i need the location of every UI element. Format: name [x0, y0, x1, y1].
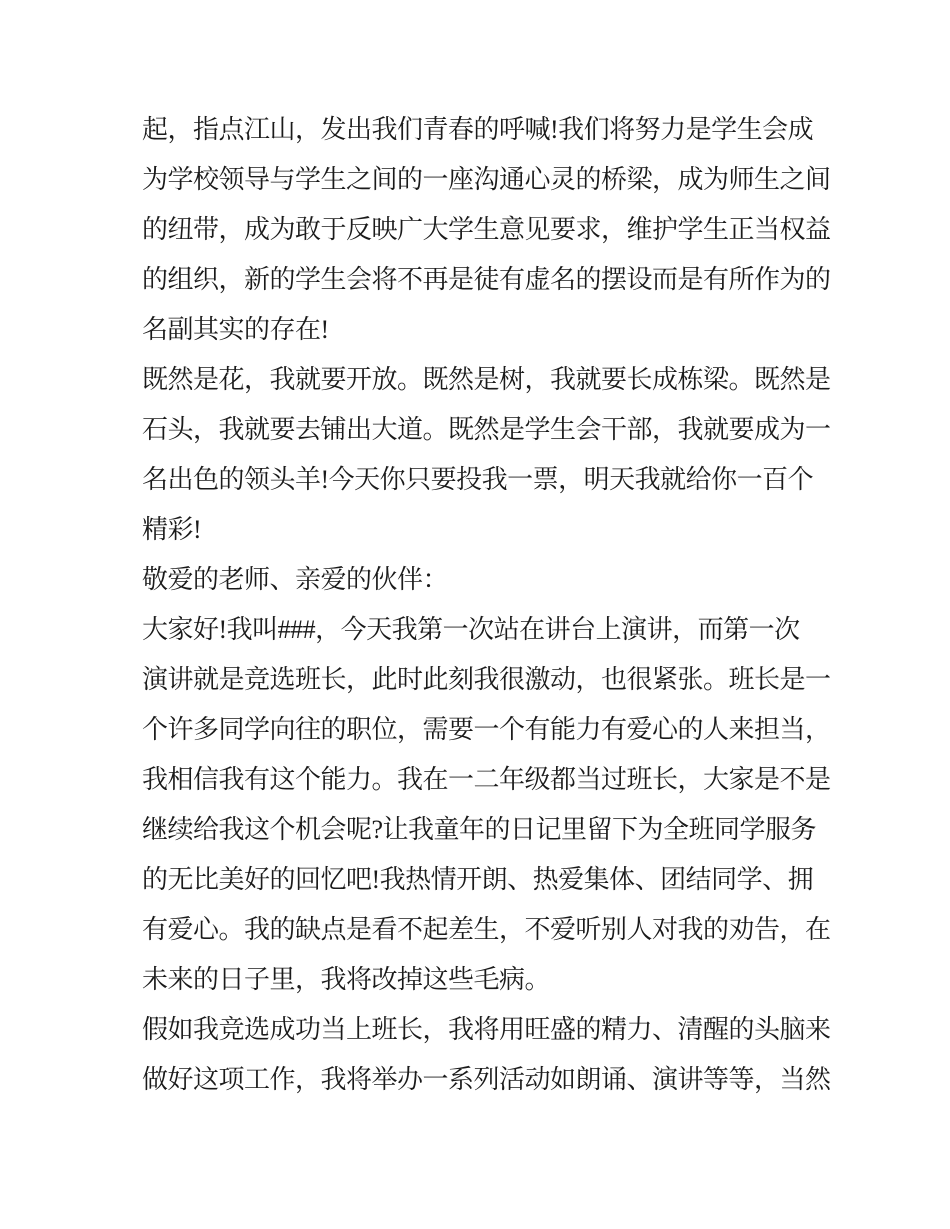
text-line: 演讲就是竞选班长，此时此刻我很激动，也很紧张。班长是一	[142, 665, 831, 694]
paragraph	[142, 1005, 831, 1105]
text-line: 大家好!我叫###，今天我第一次站在讲台上演讲，而第一次	[142, 615, 800, 644]
text-line: 我相信我有这个能力。我在一二年级都当过班长，大家是不是	[142, 765, 831, 794]
text-line: 的组织，新的学生会将不再是徒有虚名的摆设而是有所作为的	[142, 265, 831, 294]
text-line: 的无比美好的回忆吧!我热情开朗、热爱集体、团结同学、拥	[142, 865, 814, 894]
text-line: 既然是花，我就要开放。既然是树，我就要长成栋梁。既然是	[142, 365, 831, 394]
text-line: 敬爱的老师、亲爱的伙伴：	[142, 565, 449, 594]
text-line: 的纽带，成为敢于反映广大学生意见要求，维护学生正当权益	[142, 215, 831, 244]
text-line: 石头，我就要去铺出大道。既然是学生会干部，我就要成为一	[142, 415, 831, 444]
text-line: 起，指点江山，发出我们青春的呼喊!我们将努力是学生会成	[142, 115, 814, 144]
text-line: 名副其实的存在!	[142, 315, 329, 344]
paragraph	[142, 555, 820, 605]
paragraph	[142, 105, 831, 355]
paragraph	[142, 355, 831, 555]
text-line: 继续给我这个机会呢?让我童年的日记里留下为全班同学服务	[142, 815, 817, 844]
text-line: 精彩!	[142, 515, 202, 544]
text-line: 未来的日子里，我将改掉这些毛病。	[142, 965, 551, 994]
text-line: 有爱心。我的缺点是看不起差生，不爱听别人对我的劝告，在	[142, 915, 831, 944]
paragraph	[142, 605, 831, 1005]
text-line: 为学校领导与学生之间的一座沟通心灵的桥梁，成为师生之间	[142, 165, 831, 194]
text-line: 名出色的领头羊!今天你只要投我一票，明天我就给你一百个	[142, 465, 814, 494]
text-line: 假如我竞选成功当上班长，我将用旺盛的精力、清醒的头脑来	[142, 1015, 831, 1044]
text-line: 做好这项工作，我将举办一系列活动如朗诵、演讲等等，当然	[142, 1065, 831, 1094]
text-line: 个许多同学向往的职位，需要一个有能力有爱心的人来担当，	[142, 715, 831, 744]
